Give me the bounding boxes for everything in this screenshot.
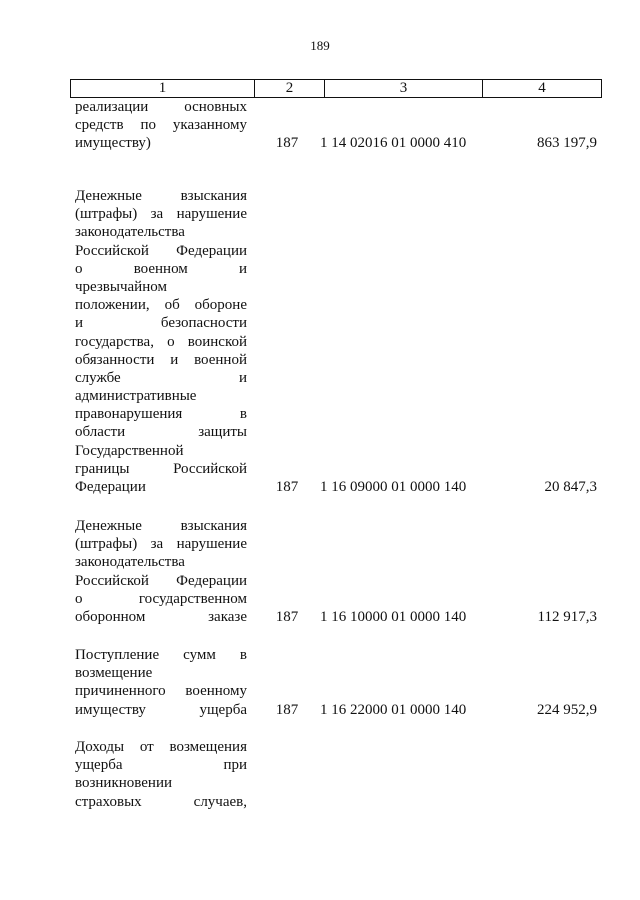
name-word: реализации — [75, 99, 149, 115]
name-line: чрезвычайном — [75, 278, 167, 295]
name-line: Федерации — [75, 479, 146, 495]
name-word: правонарушения — [75, 406, 183, 423]
name-word: взыскания — [180, 188, 247, 204]
revenue-name-cell — [75, 738, 247, 811]
name-line — [75, 314, 247, 332]
name-word: (штрафы) — [75, 206, 138, 223]
name-word: Доходы — [75, 739, 125, 755]
name-word: военной — [194, 351, 247, 368]
name-word: случаев, — [193, 793, 247, 810]
page-number: 189 — [310, 38, 330, 53]
name-word: Поступление — [75, 647, 160, 663]
name-line — [75, 369, 247, 387]
name-line — [75, 646, 247, 664]
revenue-name-cell — [75, 187, 247, 496]
admin-code-cell: 187 — [275, 701, 299, 718]
name-word: (штрафы) — [75, 536, 138, 553]
header-col-2: 2 — [255, 80, 325, 98]
name-line — [75, 351, 247, 369]
name-word: военному — [185, 683, 247, 700]
name-line — [75, 405, 247, 423]
name-line: законодательства — [75, 554, 185, 571]
name-word: нарушение — [176, 206, 247, 223]
budget-code-cell: 1 16 09000 01 0000 140 — [320, 478, 467, 495]
name-word: страховых — [75, 793, 142, 810]
amount-cell: 112 917,3 — [537, 608, 597, 625]
name-line — [75, 793, 247, 811]
name-line — [75, 608, 247, 626]
name-word: Российской — [75, 242, 149, 259]
name-word: заказе — [208, 608, 247, 625]
name-line — [75, 460, 247, 478]
name-word: Денежные — [75, 188, 142, 204]
table-row — [75, 517, 597, 626]
name-word: области — [75, 424, 126, 441]
name-line — [75, 682, 247, 700]
admin-code-cell: 187 — [275, 608, 299, 625]
name-word: о — [75, 590, 83, 607]
name-word: государства, — [75, 333, 154, 350]
name-word: и — [238, 260, 247, 277]
name-line: Государственной — [75, 442, 184, 459]
table-row — [75, 187, 597, 496]
name-line — [75, 423, 247, 441]
table-row — [75, 646, 597, 719]
header-col-3: 3 — [325, 80, 483, 98]
name-word: службе — [75, 369, 121, 386]
name-word: обязанности — [75, 351, 155, 368]
name-line — [75, 116, 247, 134]
name-line — [75, 517, 247, 535]
name-word: оборонном — [75, 608, 146, 625]
name-word: о — [167, 333, 175, 350]
table-row — [75, 98, 597, 153]
name-word: возмещения — [169, 739, 247, 755]
name-word: по — [140, 117, 156, 134]
revenue-name-cell — [75, 98, 247, 153]
name-word: нарушение — [176, 536, 247, 553]
name-word: от — [139, 739, 154, 755]
budget-code-cell: 1 16 10000 01 0000 140 — [320, 608, 467, 625]
header-col-1: 1 — [71, 80, 255, 98]
name-word: границы — [75, 460, 130, 477]
name-line — [75, 701, 247, 719]
name-word: причиненного — [75, 683, 166, 700]
name-word: обороне — [194, 297, 247, 314]
name-line: законодательства — [75, 224, 185, 241]
name-word: за — [150, 206, 164, 223]
name-line — [75, 205, 247, 223]
header-col-4: 4 — [483, 80, 602, 98]
name-word: Федерации — [176, 242, 247, 259]
name-line — [75, 242, 247, 260]
name-word: взыскания — [180, 518, 247, 534]
name-word: и — [238, 369, 247, 386]
name-line: возмещение — [75, 665, 153, 682]
name-line — [75, 98, 247, 116]
name-word: безопасности — [160, 315, 247, 332]
name-word: Денежные — [75, 518, 142, 534]
name-line — [75, 187, 247, 205]
name-word: о — [75, 260, 83, 277]
name-word: в — [239, 406, 247, 423]
name-line: административные — [75, 388, 197, 405]
table-row — [75, 738, 597, 811]
name-word: указанному — [172, 117, 247, 134]
name-word: положении, — [75, 297, 150, 314]
name-line — [75, 590, 247, 608]
name-word: об — [164, 297, 180, 314]
name-word: государственном — [138, 590, 247, 607]
name-word: защиты — [198, 424, 247, 441]
name-line — [75, 260, 247, 278]
revenue-name-cell — [75, 646, 247, 719]
name-line — [75, 756, 247, 774]
name-line — [75, 296, 247, 314]
amount-cell: 224 952,9 — [537, 701, 597, 718]
name-line — [75, 535, 247, 553]
amount-cell: 863 197,9 — [537, 135, 597, 152]
name-word: военном — [133, 260, 188, 277]
admin-code-cell: 187 — [275, 135, 299, 152]
name-line — [75, 333, 247, 351]
name-word: Российской — [173, 460, 247, 477]
budget-code-cell: 1 16 22000 01 0000 140 — [320, 701, 467, 718]
name-word: ущерба — [199, 701, 247, 718]
name-word: и — [75, 315, 84, 332]
name-line — [75, 572, 247, 590]
name-word: имуществу — [75, 701, 146, 718]
name-word: Федерации — [176, 572, 247, 589]
amount-cell: 20 847,3 — [544, 478, 597, 495]
revenue-name-cell — [75, 517, 247, 626]
name-word: средств — [75, 117, 124, 134]
name-line: имуществу) — [75, 135, 151, 152]
name-word: сумм — [183, 647, 216, 663]
column-number-header — [70, 79, 602, 98]
name-line — [75, 738, 247, 756]
name-word: основных — [184, 99, 247, 115]
budget-code-cell: 1 14 02016 01 0000 410 — [320, 135, 467, 152]
name-word: в — [239, 647, 247, 663]
name-word: ущерба — [75, 757, 123, 774]
name-word: при — [223, 757, 247, 774]
name-word: и — [170, 351, 179, 368]
name-line: возникновении — [75, 775, 173, 792]
name-word: воинской — [187, 333, 247, 350]
admin-code-cell: 187 — [275, 478, 299, 495]
name-word: Российской — [75, 572, 149, 589]
name-word: за — [150, 536, 164, 553]
